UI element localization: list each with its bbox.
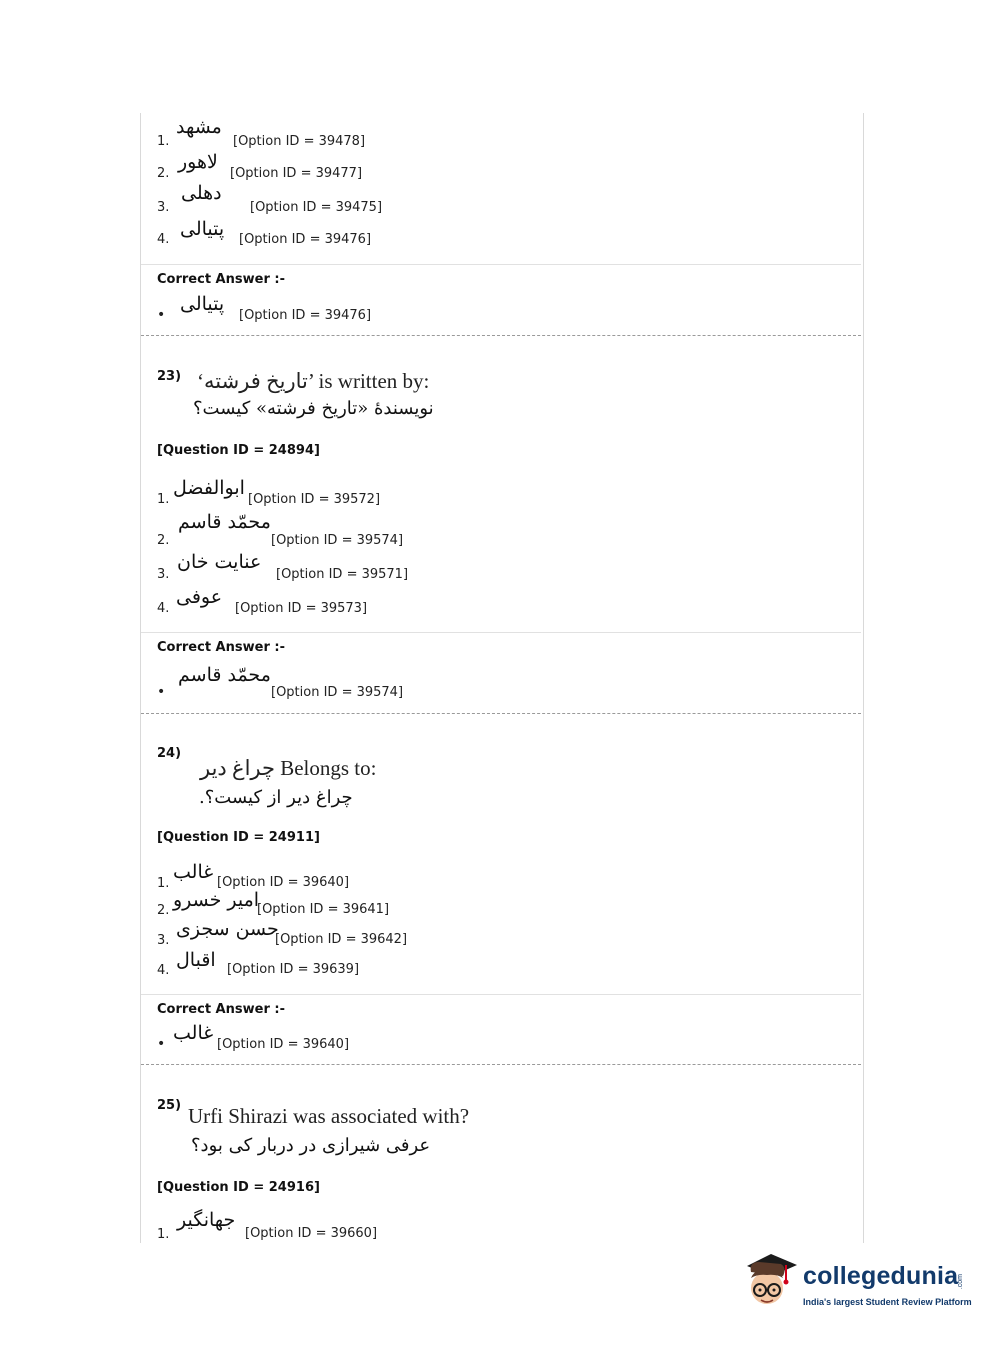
q23-option-1-number: 1.: [157, 492, 170, 507]
divider: [141, 632, 861, 633]
q24-option-2-number: 2.: [157, 903, 170, 918]
q22-correct-answer-label: Correct Answer :-: [157, 272, 285, 287]
q25-option-1-number: 1.: [157, 1227, 170, 1242]
q24-number: 24): [157, 746, 182, 761]
q24-option-4-number: 4.: [157, 963, 170, 978]
q24-correct-answer-label: Correct Answer :-: [157, 1002, 285, 1017]
q23-option-2-id: [Option ID = 39574]: [271, 533, 404, 548]
q25-number: 25): [157, 1098, 182, 1113]
q23-option-1-id: [Option ID = 39572]: [248, 492, 381, 507]
q23-option-2-number: 2.: [157, 533, 170, 548]
q24-text-urdu: چراغ دیر از کیست؟.: [199, 787, 353, 808]
q23-option-1-text: ابوالفضل: [173, 477, 245, 499]
q23-option-3-number: 3.: [157, 567, 170, 582]
q23-option-4-id: [Option ID = 39573]: [235, 601, 368, 616]
q25-text-urdu: عرفی شیرازی در دربار کی بود؟: [191, 1135, 431, 1156]
q25-question-id: [Question ID = 24916]: [157, 1180, 320, 1195]
q24-option-2-id: [Option ID = 39641]: [257, 902, 390, 917]
q22-option-4-id: [Option ID = 39476]: [239, 232, 372, 247]
q24-option-1-text: غالب: [173, 861, 214, 883]
q23-option-4-number: 4.: [157, 601, 170, 616]
question-separator: [141, 713, 861, 714]
student-mascot-icon: [741, 1250, 799, 1312]
q25-option-1-text: جهانگیر: [177, 1209, 236, 1231]
q24-correct-answer-text: غالب: [173, 1022, 214, 1044]
q24-text-english: چراغ دیر Belongs to:: [200, 756, 377, 780]
q25-text-english: Urfi Shirazi was associated with?: [188, 1104, 470, 1128]
q24-question-id: [Question ID = 24911]: [157, 830, 320, 845]
q22-correct-bullet: •: [157, 307, 166, 323]
q22-option-2-id: [Option ID = 39477]: [230, 166, 363, 181]
q22-option-1-text: مشهد: [176, 116, 222, 138]
collegedunia-logo-dotcom: .com: [957, 1274, 964, 1290]
q22-option-3-text: دهلی: [181, 182, 222, 204]
q24-option-1-id: [Option ID = 39640]: [217, 875, 350, 890]
q22-option-1-number: 1.: [157, 134, 170, 149]
q23-option-3-text: عنایت خان: [177, 551, 262, 573]
q22-option-1-id: [Option ID = 39478]: [233, 134, 366, 149]
q22-correct-answer-id: [Option ID = 39476]: [239, 308, 372, 323]
q24-option-3-text: حسن سجزی: [176, 918, 279, 940]
collegedunia-tagline: India's largest Student Review Platform: [803, 1297, 972, 1307]
q25-option-1-id: [Option ID = 39660]: [245, 1226, 378, 1241]
question-separator: [141, 1064, 861, 1065]
q22-option-2-text: لاهور: [178, 151, 218, 173]
q23-text-urdu: نویسندهٔ «تاریخ فرشته» کیست؟: [193, 398, 434, 419]
q22-option-3-id: [Option ID = 39475]: [250, 200, 383, 215]
q23-question-id: [Question ID = 24894]: [157, 443, 320, 458]
q24-correct-answer-id: [Option ID = 39640]: [217, 1037, 350, 1052]
question-separator: [141, 335, 861, 336]
q23-option-2-text: محمّد قاسم: [178, 511, 271, 533]
q22-option-4-number: 4.: [157, 232, 170, 247]
q24-option-4-id: [Option ID = 39639]: [227, 962, 360, 977]
collegedunia-logo-text: collegedunia: [803, 1262, 959, 1290]
q23-text-english: ‘تاریخ فرشته’ is written by:: [197, 369, 430, 393]
q23-correct-bullet: •: [157, 684, 166, 700]
q24-option-3-number: 3.: [157, 933, 170, 948]
q22-option-4-text: پتیالی: [180, 218, 225, 240]
divider: [141, 264, 861, 265]
q22-option-2-number: 2.: [157, 166, 170, 181]
q24-option-2-text: امیر خسرو: [173, 889, 260, 911]
q23-option-3-id: [Option ID = 39571]: [276, 567, 409, 582]
q22-option-3-number: 3.: [157, 200, 170, 215]
q22-correct-answer-text: پتیالی: [180, 293, 225, 315]
divider: [141, 994, 861, 995]
q23-correct-answer-id: [Option ID = 39574]: [271, 685, 404, 700]
q24-correct-bullet: •: [157, 1036, 166, 1052]
q23-number: 23): [157, 369, 182, 384]
q24-option-4-text: اقبال: [176, 949, 216, 971]
q23-option-4-text: عوفی: [176, 586, 223, 608]
q24-option-1-number: 1.: [157, 876, 170, 891]
q23-correct-answer-text: محمّد قاسم: [178, 664, 271, 686]
q24-option-3-id: [Option ID = 39642]: [275, 932, 408, 947]
q23-correct-answer-label: Correct Answer :-: [157, 640, 285, 655]
